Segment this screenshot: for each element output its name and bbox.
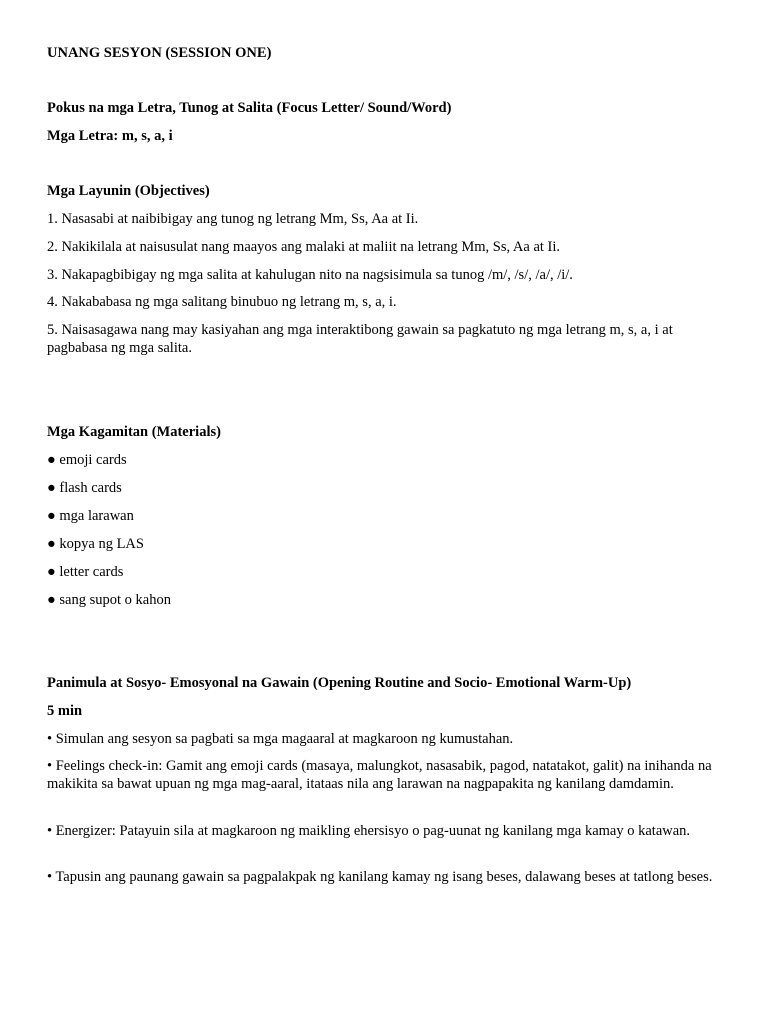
focus-letters: Mga Letra: m, s, a, i bbox=[47, 128, 173, 144]
objective-item: 1. Nasasabi at naibibigay ang tunog ng letrang Mm, Ss, Aa at Ii. bbox=[47, 211, 419, 227]
materials-heading: Mga Kagamitan (Materials) bbox=[47, 424, 221, 440]
material-item: ● letter cards bbox=[47, 564, 124, 580]
objectives-heading: Mga Layunin (Objectives) bbox=[47, 183, 210, 199]
opening-item: • Feelings check-in: Gamit ang emoji cards (masaya, malungkot, nasasabik, pagod, natatakot, galit) na inihanda na makikita sa bawat upuan ng mga mag-aaral, itataas nila ang larawan na nagpapakita ng kanilang damdamin. bbox=[47, 758, 712, 792]
objective-item: 4. Nakababasa ng mga salitang binubuo ng letrang m, s, a, i. bbox=[47, 294, 397, 310]
opening-item: • Energizer: Patayuin sila at magkaroon ng maikling ehersisyo o pag-uunat ng kanilang mga kamay o katawan. bbox=[47, 823, 691, 839]
material-item: ● kopya ng LAS bbox=[47, 536, 144, 552]
objective-item: 3. Nakapagbibigay ng mga salita at kahulugan nito na nagsisimula sa tunog /m/, /s/, /a/, /i/. bbox=[47, 267, 573, 283]
opening-heading: Panimula at Sosyo- Emosyonal na Gawain (Opening Routine and Socio- Emotional Warm-Up) bbox=[47, 675, 632, 691]
material-item: ● mga larawan bbox=[47, 508, 134, 524]
objective-item: 2. Nakikilala at naisusulat nang maayos ang malaki at maliit na letrang Mm, Ss, Aa at Ii. bbox=[47, 239, 561, 255]
opening-item: • Tapusin ang paunang gawain sa pagpalakpak ng kanilang kamay ng isang beses, dalawang beses at tatlong beses. bbox=[47, 869, 713, 885]
objective-item: 5. Naisasagawa nang may kasiyahan ang mga interaktibong gawain sa pagkatuto ng mga letrang m, s, a, i at pagbabasa ng mga salita. bbox=[47, 322, 673, 356]
material-item: ● emoji cards bbox=[47, 452, 127, 468]
material-item: ● flash cards bbox=[47, 480, 122, 496]
opening-item: • Simulan ang sesyon sa pagbati sa mga magaaral at magkaroon ng kumustahan. bbox=[47, 731, 514, 747]
opening-duration: 5 min bbox=[47, 703, 83, 719]
focus-heading: Pokus na mga Letra, Tunog at Salita (Focus Letter/ Sound/Word) bbox=[47, 100, 452, 116]
session-title: UNANG SESYON (SESSION ONE) bbox=[47, 45, 272, 61]
material-item: ● sang supot o kahon bbox=[47, 592, 171, 608]
